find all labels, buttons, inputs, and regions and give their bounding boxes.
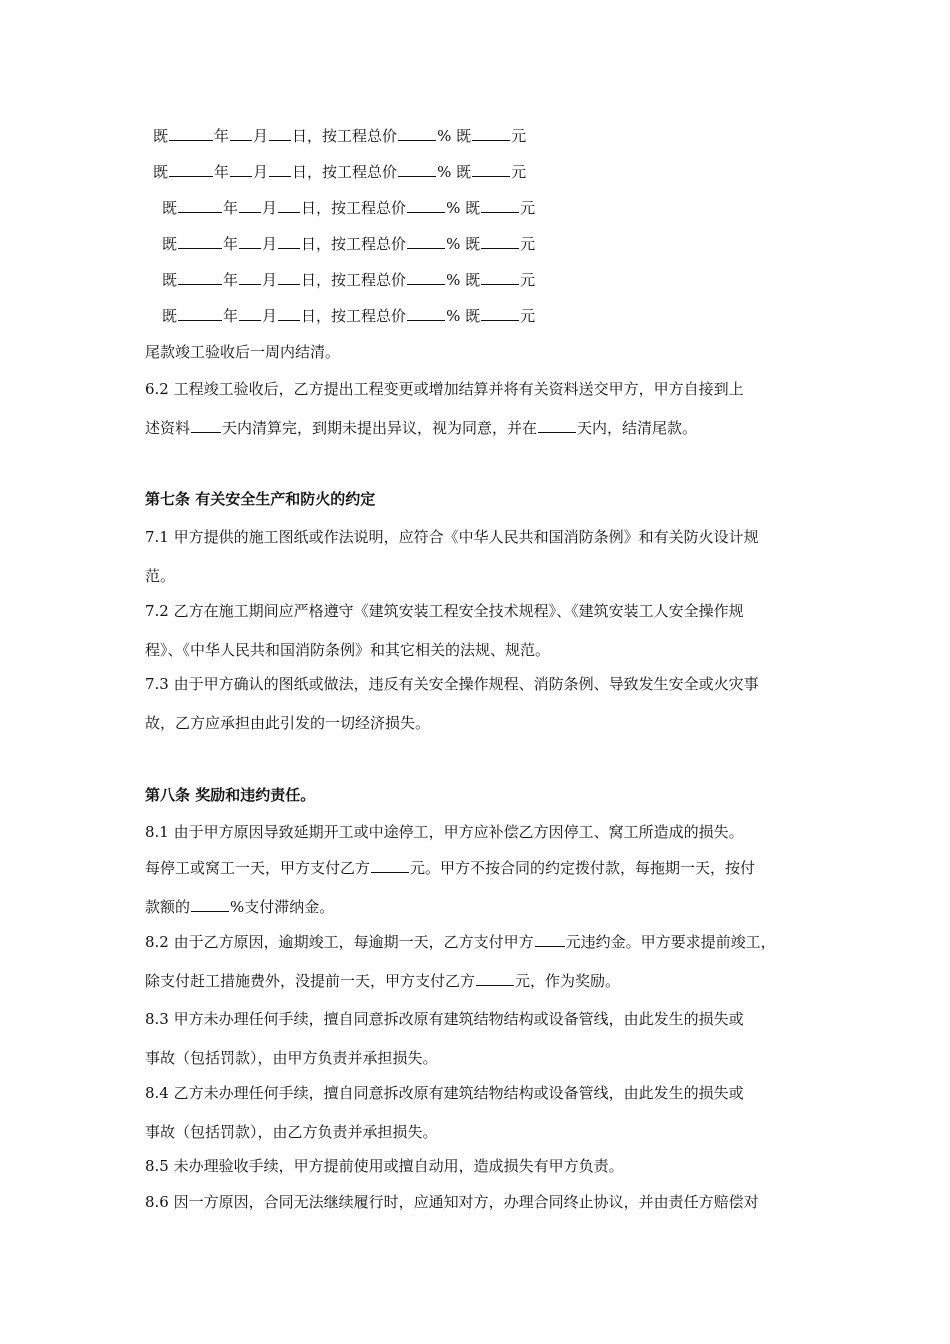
- blank: [398, 126, 436, 141]
- label-month: 月: [262, 199, 278, 217]
- label-day-price: 日，按工程总价: [301, 235, 407, 253]
- clause-8-4-line-2: 事故（包括罚款），由乙方负责并承担损失。: [145, 1123, 438, 1141]
- clause-7-1-line-2: 范。: [145, 567, 176, 585]
- blank: [230, 162, 252, 177]
- blank: [191, 897, 229, 912]
- text: 元，作为奖励。: [515, 972, 621, 990]
- text: 元违约金。甲方要求提前竣工，: [565, 933, 776, 951]
- label-year: 年: [223, 307, 239, 325]
- blank: [481, 198, 519, 213]
- text: 述资料: [145, 419, 191, 437]
- payment-schedule-row: [153, 126, 526, 146]
- clause-8-1-line-1: 8.1 由于甲方原因导致延期开工或中途停工，甲方应补偿乙方因停工、窝工所造成的损失。: [145, 823, 744, 841]
- text: 除支付赶工措施费外，没提前一天，甲方支付乙方: [145, 972, 476, 990]
- blank: [407, 234, 445, 249]
- blank: [407, 270, 445, 285]
- text: 天内，结清尾款。: [577, 419, 698, 437]
- label-year: 年: [223, 271, 239, 289]
- label-year: 年: [223, 235, 239, 253]
- blank: [407, 198, 445, 213]
- blank: [481, 234, 519, 249]
- blank: [472, 126, 510, 141]
- blank: [481, 270, 519, 285]
- payment-schedule-row: [162, 306, 535, 326]
- label-day-price: 日，按工程总价: [301, 199, 407, 217]
- clause-8-2-line-2: [145, 971, 620, 991]
- payment-schedule-row: [162, 234, 535, 254]
- blank: [178, 270, 222, 285]
- blank: [407, 306, 445, 321]
- payment-schedule-row: [162, 198, 535, 218]
- clause-6-2-line-1: 6.2 工程竣工验收后，乙方提出工程变更或增加结算并将有关资料送交甲方，甲方自接到上: [145, 380, 744, 398]
- blank: [239, 234, 261, 249]
- article-8-title: 第八条 奖励和违约责任。: [145, 786, 316, 804]
- clause-7-3-line-2: 故，乙方应承担由此引发的一切经济损失。: [145, 714, 431, 732]
- blank: [472, 162, 510, 177]
- clause-7-3-line-1: 7.3 由于甲方确认的图纸或做法，违反有关安全操作规程、消防条例、导致发生安全或火灾事: [145, 675, 759, 693]
- clause-7-2-line-2: 程》、《中华人民共和国消防条例》和其它相关的法规、规范。: [145, 641, 551, 659]
- label-month: 月: [253, 127, 269, 145]
- blank: [371, 858, 409, 873]
- payment-schedule-row: [162, 270, 535, 290]
- label-ji: 既: [153, 127, 169, 145]
- label-yuan: 元: [520, 199, 536, 217]
- label-ji: 既: [162, 199, 178, 217]
- blank: [169, 162, 213, 177]
- label-year: 年: [223, 199, 239, 217]
- label-month: 月: [262, 307, 278, 325]
- label-day-price: 日，按工程总价: [292, 163, 398, 181]
- label-percent: % 既: [446, 235, 481, 253]
- label-day-price: 日，按工程总价: [301, 307, 407, 325]
- clause-8-2-line-1: [145, 932, 776, 952]
- text: %支付滞纳金。: [230, 898, 335, 916]
- balance-text: 尾款竣工验收后一周内结清。: [145, 343, 341, 361]
- blank: [178, 234, 222, 249]
- clause-7-1-line-1: 7.1 甲方提供的施工图纸或作法说明，应符合《中华人民共和国消防条例》和有关防火设计规: [145, 528, 759, 546]
- label-day-price: 日，按工程总价: [292, 127, 398, 145]
- blank: [269, 126, 291, 141]
- text: 每停工或窝工一天，甲方支付乙方: [145, 859, 371, 877]
- clause-8-3-line-2: 事故（包括罚款），由甲方负责并承担损失。: [145, 1049, 438, 1067]
- label-ji: 既: [162, 271, 178, 289]
- text: 天内清算完，到期未提出异议，视为同意，并在: [222, 419, 538, 437]
- text: 款额的: [145, 898, 191, 916]
- label-yuan: 元: [520, 271, 536, 289]
- label-percent: % 既: [446, 199, 481, 217]
- payment-schedule-row: [153, 162, 526, 182]
- label-month: 月: [262, 235, 278, 253]
- clause-8-1-line-2: [145, 858, 755, 878]
- blank: [230, 126, 252, 141]
- label-percent: % 既: [446, 307, 481, 325]
- article-7-title: 第七条 有关安全生产和防火的约定: [145, 490, 376, 508]
- label-ji: 既: [162, 307, 178, 325]
- label-percent: % 既: [437, 163, 472, 181]
- label-yuan: 元: [520, 307, 536, 325]
- blank: [538, 418, 576, 433]
- blank: [239, 306, 261, 321]
- label-day-price: 日，按工程总价: [301, 271, 407, 289]
- blank: [278, 198, 300, 213]
- label-percent: % 既: [446, 271, 481, 289]
- label-yuan: 元: [511, 127, 527, 145]
- clause-6-2-line-2: [145, 418, 697, 438]
- clause-7-2-line-1: 7.2 乙方在施工期间应严格遵守《建筑安装工程安全技术规程》、《建筑安装工人安全操作规: [145, 602, 744, 620]
- blank: [535, 932, 565, 947]
- label-yuan: 元: [520, 235, 536, 253]
- label-percent: % 既: [437, 127, 472, 145]
- blank: [169, 126, 213, 141]
- label-month: 月: [253, 163, 269, 181]
- text: 8.2 由于乙方原因，逾期竣工，每逾期一天，乙方支付甲方: [145, 933, 534, 951]
- clause-8-4-line-1: 8.4 乙方未办理任何手续，擅自同意拆改原有建筑结物结构或设备管线，由此发生的损失或: [145, 1084, 744, 1102]
- blank: [191, 418, 221, 433]
- clause-8-6-line-1: 8.6 因一方原因，合同无法继续履行时，应通知对方，办理合同终止协议，并由责任方赔偿对: [145, 1193, 759, 1211]
- blank: [278, 234, 300, 249]
- clause-8-1-line-3: [145, 897, 334, 917]
- blank: [476, 971, 514, 986]
- blank: [239, 270, 261, 285]
- label-ji: 既: [153, 163, 169, 181]
- blank: [278, 270, 300, 285]
- label-yuan: 元: [511, 163, 527, 181]
- text: 元。甲方不按合同的约定拨付款，每拖期一天，按付: [410, 859, 756, 877]
- blank: [269, 162, 291, 177]
- label-year: 年: [214, 163, 230, 181]
- blank: [178, 198, 222, 213]
- clause-8-3-line-1: 8.3 甲方未办理任何手续，擅自同意拆改原有建筑结物结构或设备管线，由此发生的损失或: [145, 1010, 744, 1028]
- blank: [178, 306, 222, 321]
- label-month: 月: [262, 271, 278, 289]
- blank: [398, 162, 436, 177]
- clause-8-5: 8.5 未办理验收手续，甲方提前使用或擅自动用，造成损失有甲方负责。: [145, 1157, 624, 1175]
- blank: [278, 306, 300, 321]
- label-year: 年: [214, 127, 230, 145]
- label-ji: 既: [162, 235, 178, 253]
- blank: [481, 306, 519, 321]
- blank: [239, 198, 261, 213]
